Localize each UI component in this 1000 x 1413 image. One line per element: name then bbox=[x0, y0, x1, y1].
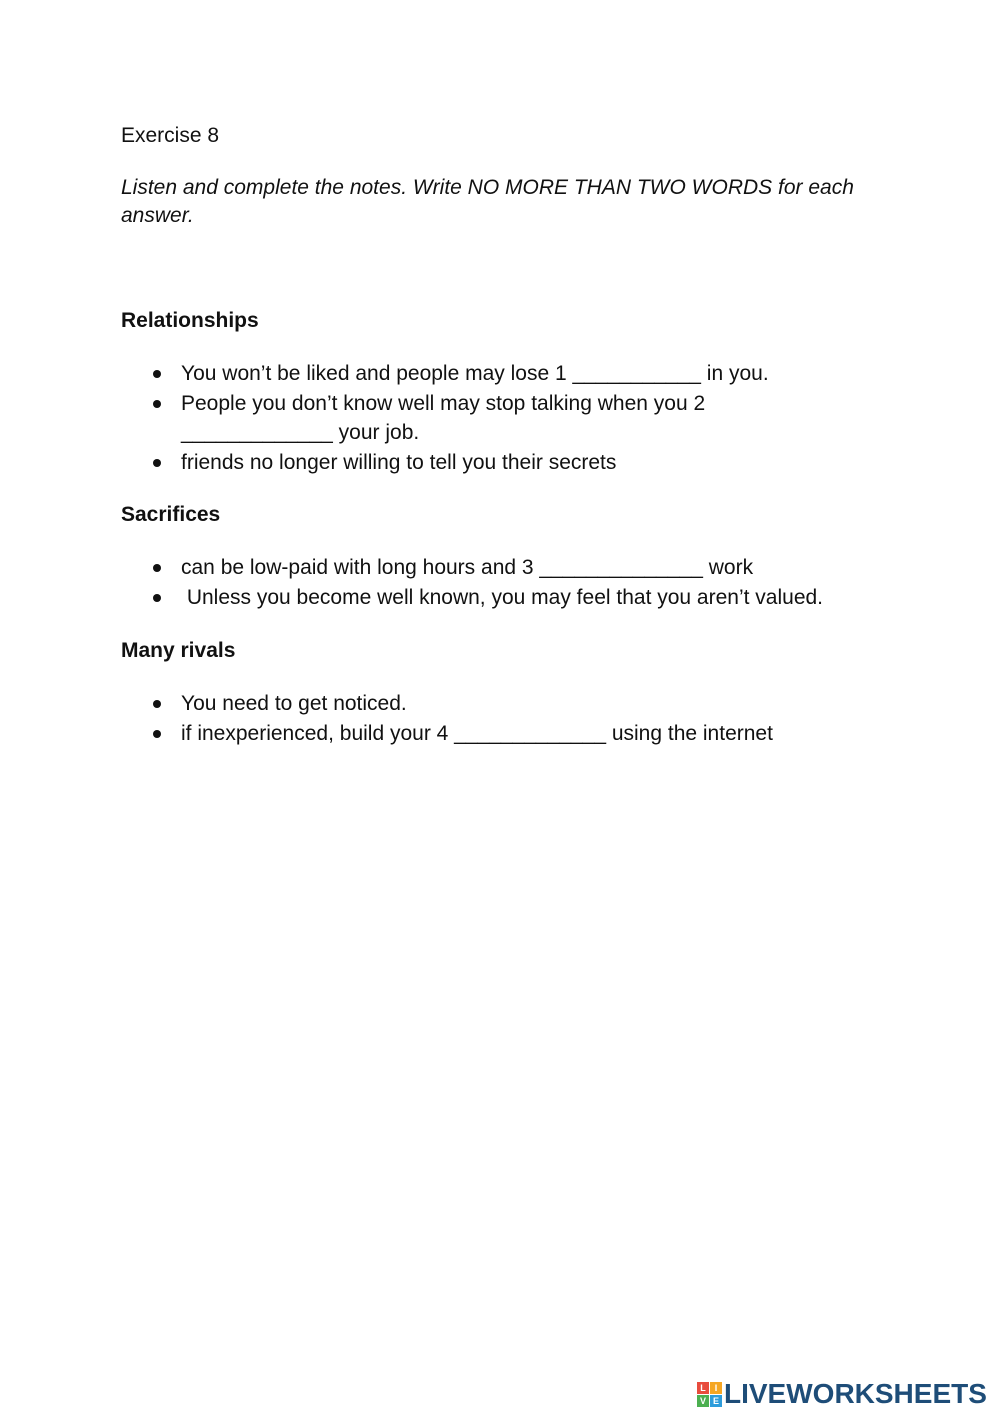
bullet-list-relationships bbox=[150, 359, 890, 477]
logo-square-1: L bbox=[697, 1382, 709, 1394]
list-item bbox=[150, 719, 890, 749]
section-heading-relationships: Relationships bbox=[121, 309, 259, 332]
logo-squares-icon bbox=[697, 1382, 722, 1407]
list-item bbox=[150, 583, 890, 613]
list-item-text: You won’t be liked and people may lose 1 ___________ in you. bbox=[181, 362, 769, 385]
logo-square-3: V bbox=[697, 1395, 709, 1407]
list-item bbox=[150, 689, 890, 719]
bullet-dot-icon bbox=[153, 730, 161, 738]
exercise-title: Exercise 8 bbox=[121, 124, 220, 147]
list-item-text: if inexperienced, build your 4 _____________ using the internet bbox=[181, 721, 773, 745]
logo-text: LIVEWORKSHEETS bbox=[724, 1378, 987, 1409]
liveworksheets-logo bbox=[697, 1378, 987, 1410]
list-item bbox=[150, 448, 890, 478]
bullet-dot-icon bbox=[153, 370, 161, 378]
list-item-text: You need to get noticed. bbox=[181, 692, 407, 715]
bullet-list-many-rivals bbox=[150, 689, 890, 748]
logo-square-4: E bbox=[710, 1395, 722, 1407]
list-item-text: friends no longer willing to tell you their secrets bbox=[181, 450, 617, 474]
list-item bbox=[150, 389, 890, 448]
list-item bbox=[150, 359, 890, 389]
bullet-dot-icon bbox=[153, 459, 161, 467]
list-item bbox=[150, 553, 890, 583]
bullet-dot-icon bbox=[153, 700, 161, 708]
bullet-list-sacrifices bbox=[150, 553, 890, 612]
bullet-dot-icon bbox=[153, 400, 161, 408]
section-heading-many-rivals: Many rivals bbox=[121, 639, 236, 662]
bullet-dot-icon bbox=[153, 594, 161, 602]
list-item-text: can be low-paid with long hours and 3 ______________ work bbox=[181, 556, 754, 579]
list-item-text: People you don’t know well may stop talking when you 2 _____________ your job. bbox=[181, 391, 706, 444]
section-heading-sacrifices: Sacrifices bbox=[121, 503, 221, 526]
logo-square-2: I bbox=[710, 1382, 722, 1394]
bullet-dot-icon bbox=[153, 564, 161, 572]
exercise-instructions: Listen and complete the notes. Write NO MORE THAN TWO WORDS for each answer. bbox=[121, 176, 854, 227]
list-item-text: Unless you become well known, you may feel that you aren’t valued. bbox=[181, 585, 824, 609]
